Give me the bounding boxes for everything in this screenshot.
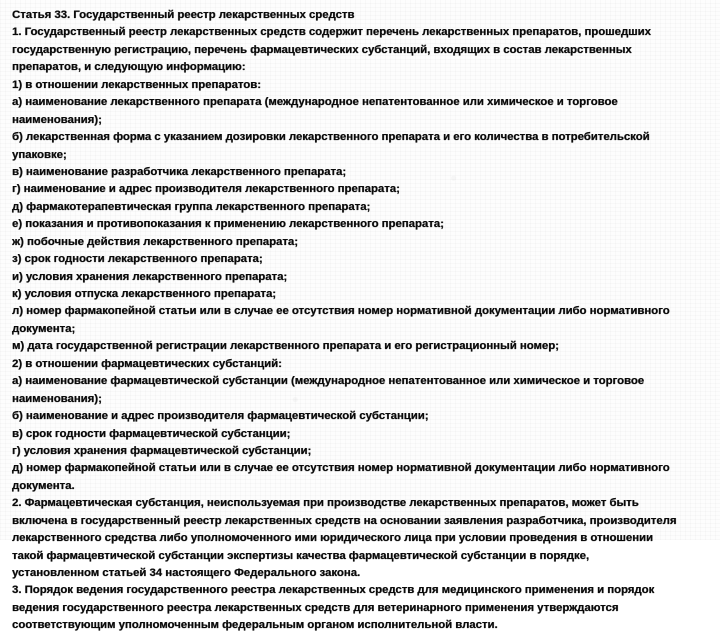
- document-line: к) условия отпуска лекарственного препарата;: [12, 288, 277, 300]
- document-line: б) наименование и адрес производителя фармацевтической субстанции;: [12, 410, 429, 423]
- document-line: ведения государственного реестра лекарственных средств для ветеринарного применения утверждаются: [12, 601, 619, 614]
- document-line: д) номер фармакопейной статьи или в случае ее отсутствия номер нормативной документации либо нормативного: [12, 462, 670, 475]
- document-line: упаковке;: [12, 148, 67, 161]
- document-line: 2) в отношении фармацевтических субстанций:: [12, 357, 282, 370]
- document-line: е) показания и противопоказания к применению лекарственного препарата;: [12, 218, 444, 231]
- document-line: г) наименование и адрес производителя лекарственного препарата;: [12, 183, 400, 196]
- document-line: документа.: [12, 479, 75, 492]
- document-heading: Статья 33. Государственный реестр лекарственных средств: [12, 9, 355, 21]
- document-line: в) срок годности фармацевтической субстанции;: [12, 427, 291, 440]
- document-line: м) дата государственной регистрации лекарственного препарата и его регистрационный номер;: [12, 340, 559, 353]
- document-line: д) фармакотерапевтическая группа лекарственного препарата;: [12, 200, 371, 213]
- document-line: з) срок годности лекарственного препарата;: [12, 253, 263, 266]
- document-line: 3. Порядок ведения государственного реестра лекарственных средств для медицинского применения и порядок: [12, 584, 655, 597]
- document-line: ж) побочные действия лекарственного препарата;: [12, 235, 299, 248]
- document-line: лекарственного средства либо уполномоченного ими юридического лица при условии проведения в отношении: [12, 532, 654, 545]
- document-line: соответствующим уполномоченным федеральным органом исполнительной власти.: [12, 619, 498, 632]
- document-line: 1. Государственный реестр лекарственных средств содержит перечень лекарственных препаратов, прошедших: [12, 26, 651, 39]
- document-line: а) наименование лекарственного препарата (международное непатентованное или химическое и торговое: [12, 96, 618, 109]
- document-line: в) наименование разработчика лекарственного препарата;: [12, 165, 347, 178]
- document-line: государственную регистрацию, перечень фармацевтических субстанций, входящих в состав лекарственных: [12, 43, 632, 56]
- document-text-block: [12, 7, 712, 635]
- document-line: наименования);: [12, 392, 102, 405]
- document-line: включена в государственный реестр лекарственных средств на основании заявления разработчика, производителя: [12, 514, 677, 527]
- document-line: такой фармацевтической субстанции экспертизы качества фармацевтической субстанции в порядке,: [12, 549, 590, 562]
- document-line: и) условия хранения лекарственного препарата;: [12, 270, 288, 283]
- document-line: документа;: [12, 322, 76, 335]
- document-line: 1) в отношении лекарственных препаратов:: [12, 78, 261, 91]
- document-line: 2. Фармацевтическая субстанция, неиспользуемая при производстве лекарственных препаратов, может быть: [12, 497, 639, 510]
- document-line: а) наименование фармацевтической субстанции (международное непатентованное или химическое и торговое: [12, 375, 645, 388]
- document-line: наименования);: [12, 113, 102, 126]
- document-line: г) условия хранения фармацевтической субстанции;: [12, 444, 312, 457]
- document-line: препаратов, и следующую информацию:: [12, 61, 246, 74]
- document-line: установленном статьей 34 настоящего Федерального закона.: [12, 567, 361, 579]
- document-line: б) лекарственная форма с указанием дозировки лекарственного препарата и его количества в потребительской: [12, 131, 650, 144]
- document-line: л) номер фармакопейной статьи или в случае ее отсутствия номер нормативной документации либо нормативного: [12, 305, 670, 318]
